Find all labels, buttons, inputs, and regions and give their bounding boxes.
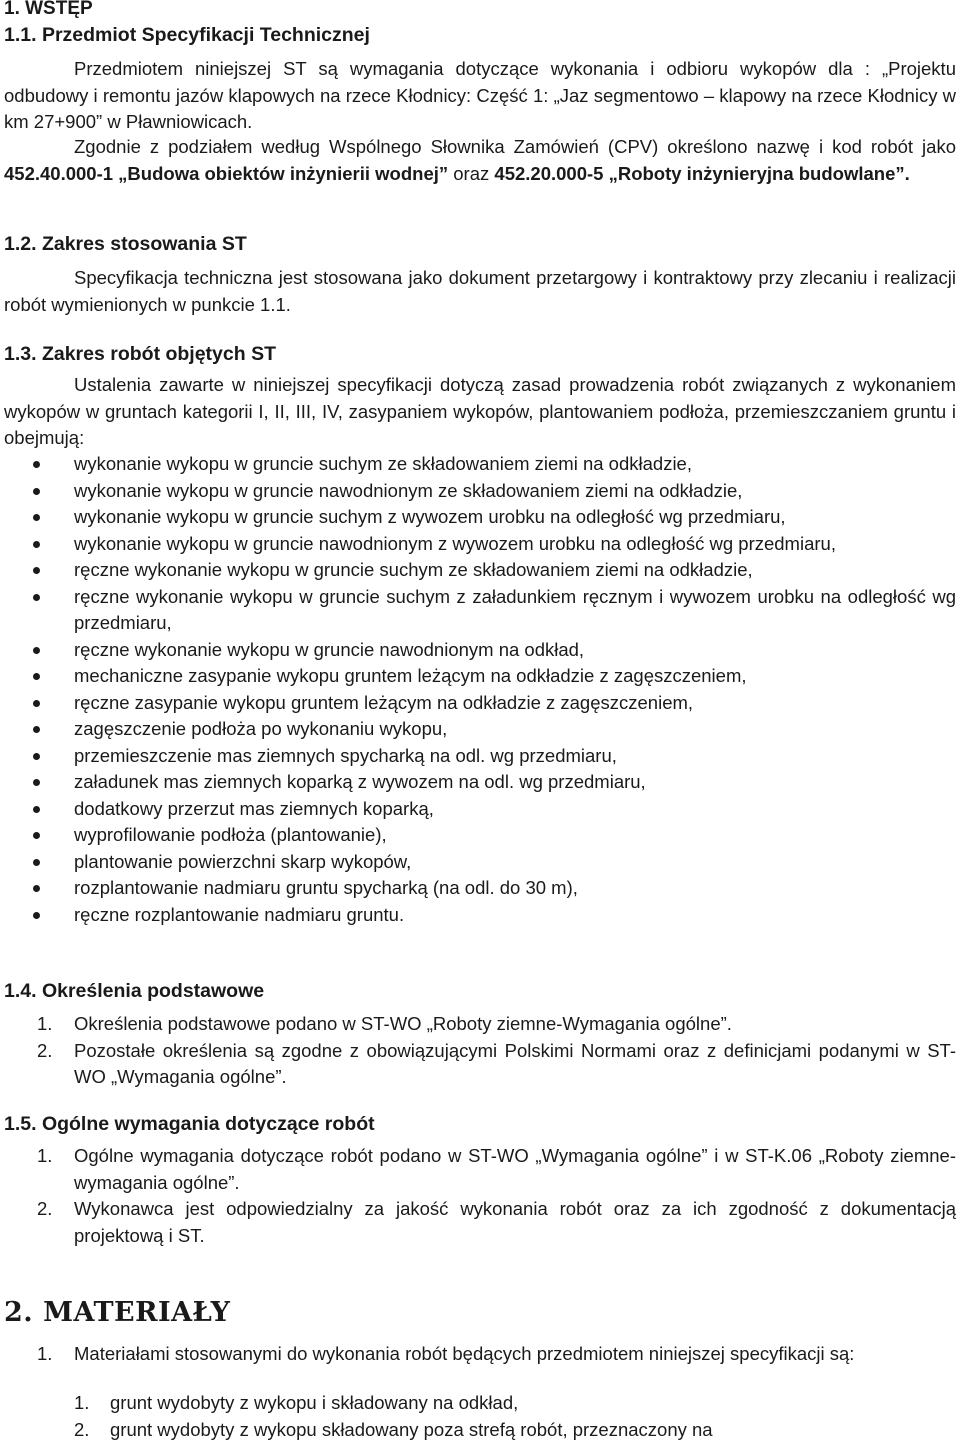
section-heading-1-5: 1.5. Ogólne wymagania dotyczące robót <box>4 1111 956 1138</box>
paragraph-1-1-subject: Przedmiotem niniejszej ST są wymagania dotyczące wykonania i odbioru wykopów dla : „Projektu odbudowy i remontu jazów klapowych na rzece Kłodnicy: Część 1: „Jaz segmentowo – klapowy na rzece Kłodnicy w km 27+900” w Pławniowicach. <box>4 56 956 136</box>
list-item: wykonanie wykopu w gruncie nawodnionym ze składowaniem ziemi na odkładzie, <box>4 478 956 505</box>
list-item: 1. Materiałami stosowanymi do wykonania robót będących przedmiotem niniejszej specyfikacji są: <box>4 1341 956 1368</box>
list-item: 1. Określenia podstawowe podano w ST-WO „Roboty ziemne-Wymagania ogólne”. <box>4 1011 956 1038</box>
list-item: przemieszczenie mas ziemnych spycharką na odl. wg przedmiaru, <box>4 743 956 770</box>
list-item: 1. grunt wydobyty z wykopu i składowany na odkład, <box>4 1390 956 1417</box>
cpv-conjunction: oraz <box>448 163 494 184</box>
bullet-dot-icon <box>33 461 40 468</box>
bullet-dot-icon <box>33 885 40 892</box>
section-heading-1-1: 1.1. Przedmiot Specyfikacji Technicznej <box>4 22 956 49</box>
bullet-dot-icon <box>33 912 40 919</box>
list-item: 2. Pozostałe określenia są zgodne z obowiązującymi Polskimi Normami oraz z definicjami podanymi w ST-WO „Wymagania ogólne”. <box>4 1038 956 1091</box>
bullet-dot-icon <box>33 859 40 866</box>
list-item: wykonanie wykopu w gruncie suchym z wywozem urobku na odległość wg przedmiaru, <box>4 504 956 531</box>
section-heading-1-3: 1.3. Zakres robót objętych ST <box>4 341 956 368</box>
list-item: mechaniczne zasypanie wykopu gruntem leżącym na odkładzie z zagęszczeniem, <box>4 663 956 690</box>
list-item: ręczne wykonanie wykopu w gruncie nawodnionym na odkład, <box>4 637 956 664</box>
bullet-dot-icon <box>33 673 40 680</box>
bullet-dot-icon <box>33 700 40 707</box>
bullet-dot-icon <box>33 488 40 495</box>
requirements-numbered-list <box>4 1143 956 1249</box>
bullet-dot-icon <box>33 541 40 548</box>
definitions-numbered-list <box>4 1011 956 1091</box>
materials-numbered-list <box>4 1341 956 1368</box>
list-item: wyprofilowanie podłoża (plantowanie), <box>4 822 956 849</box>
bullet-dot-icon <box>33 779 40 786</box>
list-item: ręczne wykonanie wykopu w gruncie suchym ze składowaniem ziemi na odkładzie, <box>4 557 956 584</box>
list-item: ręczne wykonanie wykopu w gruncie suchym z załadunkiem ręcznym i wywozem urobku na odległość wg przedmiaru, <box>4 584 956 637</box>
bullet-dot-icon <box>33 567 40 574</box>
bullet-dot-icon <box>33 753 40 760</box>
list-item: dodatkowy przerzut mas ziemnych koparką, <box>4 796 956 823</box>
list-item: wykonanie wykopu w gruncie nawodnionym z wywozem urobku na odległość wg przedmiaru, <box>4 531 956 558</box>
bullet-dot-icon <box>33 594 40 601</box>
list-item: 1. Ogólne wymagania dotyczące robót podano w ST-WO „Wymagania ogólne” i w ST-K.06 „Roboty ziemne-wymagania ogólne”. <box>4 1143 956 1196</box>
list-item: 2. grunt wydobyty z wykopu składowany poza strefą robót, przeznaczony na <box>4 1417 956 1443</box>
list-item: zagęszczenie podłoża po wykonaniu wykopu, <box>4 716 956 743</box>
list-item: ręczne zasypanie wykopu gruntem leżącym na odkładzie z zagęszczeniem, <box>4 690 956 717</box>
bullet-dot-icon <box>33 647 40 654</box>
paragraph-1-2-scope: Specyfikacja techniczna jest stosowana jako dokument przetargowy i kontraktowy przy zlecaniu i realizacji robót wymienionych w punkcie 1.1. <box>4 265 956 318</box>
bullet-dot-icon <box>33 726 40 733</box>
bullet-dot-icon <box>33 514 40 521</box>
list-item: rozplantowanie nadmiaru gruntu spycharką (na odl. do 30 m), <box>4 875 956 902</box>
cpv-intro-text: Zgodnie z podziałem według Wspólnego Słownika Zamówień (CPV) określono nazwę i kod robót jako <box>74 136 956 157</box>
list-item: plantowanie powierzchni skarp wykopów, <box>4 849 956 876</box>
list-item: 2. Wykonawca jest odpowiedzialny za jakość wykonania robót oraz za ich zgodność z dokumentacją projektową i ST. <box>4 1196 956 1249</box>
works-bullet-list <box>4 451 956 928</box>
section-heading-1-4: 1.4. Określenia podstawowe <box>4 978 956 1005</box>
materials-sub-list <box>4 1390 956 1443</box>
bullet-dot-icon <box>33 832 40 839</box>
list-item: ręczne rozplantowanie nadmiaru gruntu. <box>4 902 956 929</box>
cpv-code-1: 452.40.000-1 „Budowa obiektów inżynierii wodnej” <box>4 163 448 184</box>
section-heading-materials: 2. MATERIAŁY <box>4 1296 956 1330</box>
bullet-dot-icon <box>33 806 40 813</box>
list-item: wykonanie wykopu w gruncie suchym ze składowaniem ziemi na odkładzie, <box>4 451 956 478</box>
section-heading-1-2: 1.2. Zakres stosowania ST <box>4 231 956 258</box>
list-item: załadunek mas ziemnych koparką z wywozem na odl. wg przedmiaru, <box>4 769 956 796</box>
section-heading-wstep: 1. WSTĘP <box>4 0 956 23</box>
cpv-code-2: 452.20.000-5 „Roboty inżynieryjna budowlane”. <box>494 163 909 184</box>
paragraph-1-1-cpv <box>4 134 956 187</box>
paragraph-1-3-intro: Ustalenia zawarte w niniejszej specyfikacji dotyczą zasad prowadzenia robót związanych z wykonaniem wykopów w gruntach kategorii I, II, III, IV, zasypaniem wykopów, plantowaniem podłoża, przemieszczaniem gruntu i obejmują: <box>4 372 956 452</box>
